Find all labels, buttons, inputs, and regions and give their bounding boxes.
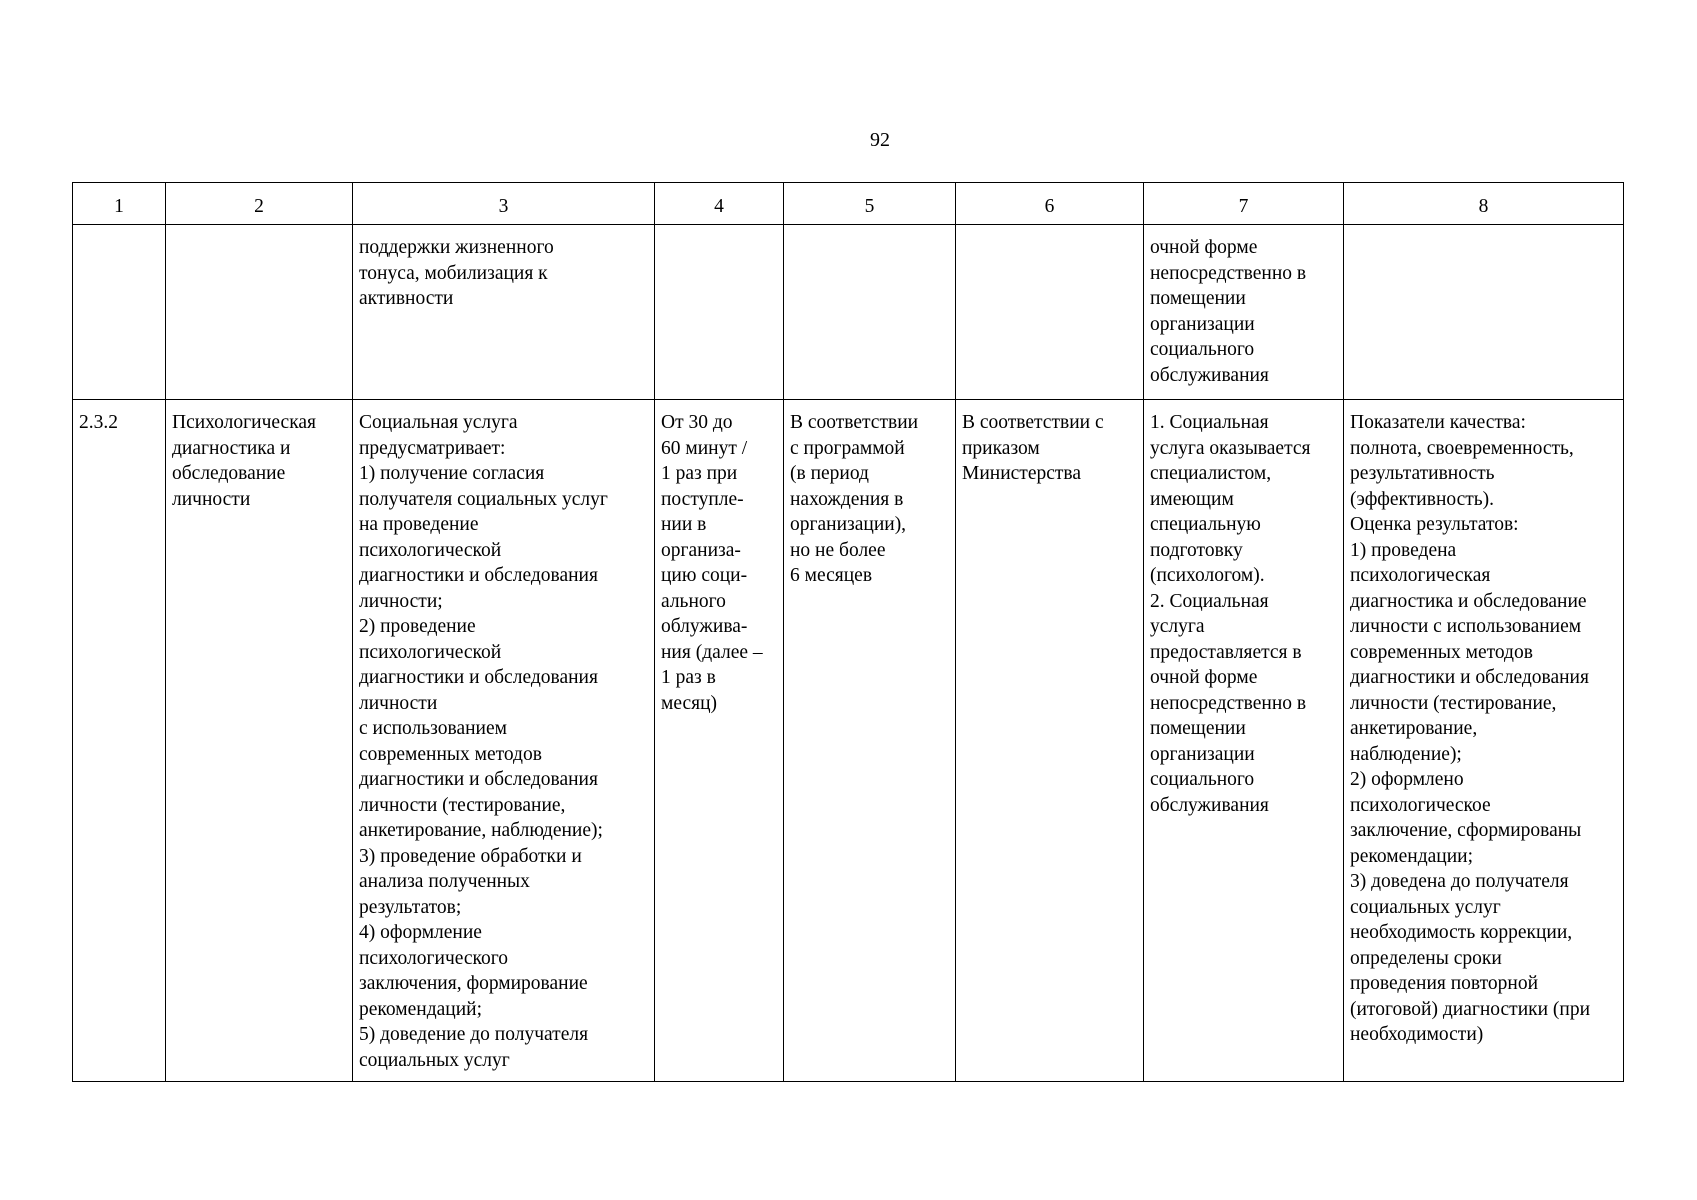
column-header: 7 [1144,183,1344,225]
service-duration: От 30 до 60 минут / 1 раз при поступле- нии в организа- цию соци- ального облужива- ния (далее – 1 раз в месяц) [655,400,784,1082]
service-description: Социальная услуга предусматривает: 1) получение согласия получателя социальных услуг на проведение психологической диагностики и обследования личности; 2) проведение психологической диагностики и обследования личности с использованием современных методов диагностики и обследования личности (тестирование, анкетирование, наблюдение); 3) проведение обработки и анализа полученных результатов; 4) оформление психологического заключения, формирование рекомендаций; 5) доведение до получателя социальных услуг [353,400,655,1082]
table-cell [784,225,956,400]
table-cell [166,225,353,400]
column-header: 1 [73,183,166,225]
table-cell [1344,225,1624,400]
table-cell: поддержки жизненного тонуса, мобилизация к активности [353,225,655,400]
column-header: 3 [353,183,655,225]
column-header: 5 [784,183,956,225]
column-header: 2 [166,183,353,225]
table-header-row [73,183,1624,225]
table-cell: очной форме непосредственно в помещении организации социального обслуживания [1144,225,1344,400]
table-row [73,400,1624,1082]
service-period: В соответствии с программой (в период нахождения в организации), но не более 6 месяцев [784,400,956,1082]
column-header: 8 [1344,183,1624,225]
service-name: Психологическая диагностика и обследование личности [166,400,353,1082]
page-number: 92 [870,129,890,151]
column-header: 6 [956,183,1144,225]
service-number: 2.3.2 [73,400,166,1082]
service-quality: Показатели качества: полнота, своевременность, результативность (эффективность). Оценка результатов: 1) проведена психологическая диагностика и обследование личности с использованием современных методов диагностики и обследования личности (тестирование, анкетирование, наблюдение); 2) оформлено психологическое заключение, сформированы рекомендации; 3) доведена до получателя социальных услуг необходимость коррекции, определены сроки проведения повторной (итоговой) диагностики (при необходимости) [1344,400,1624,1082]
service-cost: В соответствии с приказом Министерства [956,400,1144,1082]
column-header: 4 [655,183,784,225]
table-cell [73,225,166,400]
services-table [72,182,1624,1082]
table-cell [655,225,784,400]
table-row [73,225,1624,400]
service-conditions: 1. Социальная услуга оказывается специалистом, имеющим специальную подготовку (психологом). 2. Социальная услуга предоставляется в очной форме непосредственно в помещении организации социального обслуживания [1144,400,1344,1082]
table-cell [956,225,1144,400]
